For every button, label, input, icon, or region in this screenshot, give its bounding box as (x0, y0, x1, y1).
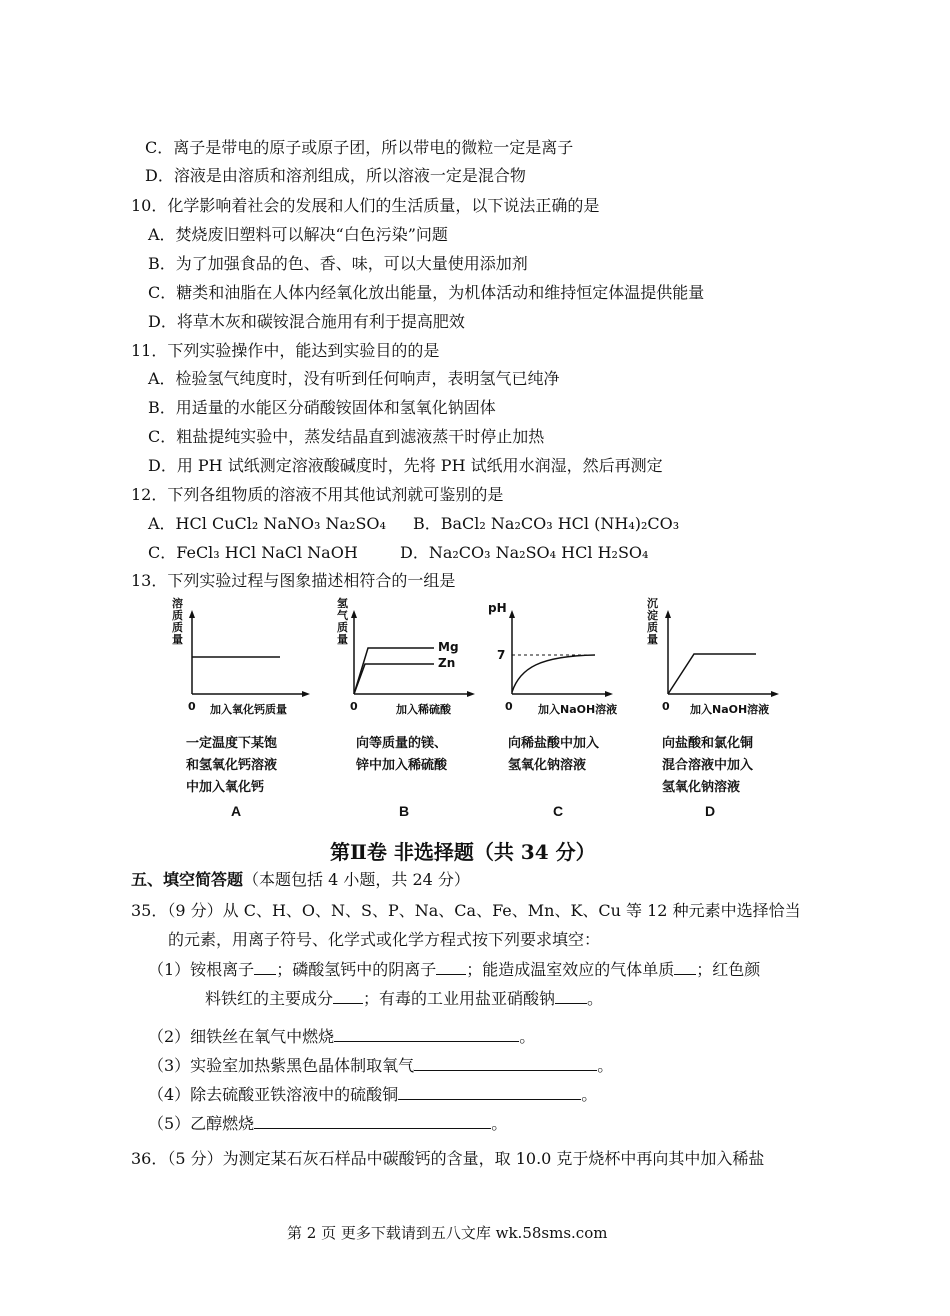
graph-b-letter: B (399, 803, 410, 819)
graph-d-ylabel: 沉淀质量 (647, 597, 658, 646)
graph-d-caption-1: 向盐酸和氯化铜 (662, 736, 754, 751)
graph-c-origin: 0 (505, 700, 513, 713)
q35-p3-end: 。 (597, 1056, 614, 1075)
q35-p1e: 料铁红的主要成分 (205, 989, 334, 1008)
graph-b-curve-zn (354, 664, 434, 694)
graph-c-curve (512, 655, 595, 692)
graph-b-ylabel: 氢气质量 (337, 597, 348, 646)
q10-option-b: B．为了加强食品的色、香、味，可以大量使用添加剂 (148, 254, 528, 273)
graph-d-letter: D (705, 803, 716, 819)
q35-part4 (148, 1085, 597, 1105)
graph-d-origin: 0 (662, 700, 670, 713)
graph-d-xlabel: 加入NaOH溶液 (690, 703, 770, 716)
blank-greenhouse-gas[interactable] (674, 960, 696, 975)
graph-a-letter: A (231, 803, 242, 819)
graph-d-y-arrow (665, 610, 671, 618)
graph-b-label-mg: Mg (438, 640, 459, 654)
q35-part1-row1 (148, 960, 760, 980)
q35-p1f: ；有毒的工业用盐亚硝酸钠 (363, 989, 556, 1008)
q10-option-c: C．糖类和油脂在人体内经氧化放出能量，为机体活动和维持恒定体温提供能量 (148, 283, 705, 302)
graph-a-ylabel: 溶质质量 (172, 597, 183, 646)
graph-b-caption-1: 向等质量的镁、 (356, 736, 448, 751)
q35-part2 (148, 1027, 535, 1047)
graph-c-xlabel: 加入NaOH溶液 (538, 703, 618, 716)
q35-p4: （4）除去硫酸亚铁溶液中的硫酸铜 (148, 1085, 399, 1104)
q35-p1c: ；能造成温室效应的气体单质 (466, 960, 675, 979)
q35-line-1: 35．（9 分）从 C、H、O、N、S、P、Na、Ca、Fe、Mn、K、Cu 等 12 种元素中选择恰当 (131, 901, 801, 920)
graph-b-label-zn: Zn (438, 656, 456, 670)
graph-a-x-arrow (302, 691, 310, 697)
graph-d-curve (668, 654, 756, 694)
q9-option-c: C．离子是带电的原子或原子团，所以带电的微粒一定是离子 (145, 138, 574, 157)
graph-b-y-arrow (351, 610, 357, 618)
q10-option-d: D．将草木灰和碳铵混合施用有利于提高肥效 (148, 312, 465, 331)
q35-p2: （2）细铁丝在氧气中燃烧 (148, 1027, 335, 1046)
graph-c-tick-7: 7 (497, 648, 506, 662)
graph-c-plot (500, 610, 615, 700)
q11-option-d: D．用 PH 试纸测定溶液酸碱度时，先将 PH 试纸用水润湿，然后再测定 (148, 456, 663, 475)
graph-a-caption-3: 中加入氧化钙 (186, 780, 265, 795)
section-heading (131, 870, 470, 890)
blank-iron-red[interactable] (333, 989, 363, 1004)
q10-option-a: A．焚烧废旧塑料可以解决“白色污染”问题 (148, 225, 448, 244)
q35-p1g: 。 (587, 989, 604, 1008)
q12-option-c: C．FeCl₃ HCl NaCl NaOH (148, 543, 358, 562)
q35-p4-end: 。 (581, 1085, 598, 1104)
graph-d-caption-3: 氢氧化钠溶液 (662, 780, 741, 795)
q11-option-b: B．用适量的水能区分硝酸铵固体和氢氧化钠固体 (148, 398, 496, 417)
graph-d-x-arrow (771, 691, 779, 697)
q10-stem: 10．化学影响着社会的发展和人们的生活质量，以下说法正确的是 (131, 196, 600, 215)
graph-d-caption-2: 混合溶液中加入 (662, 758, 754, 773)
q36-line-1: 36．（5 分）为测定某石灰石样品中碳酸钙的含量，取 10.0 克于烧杯中再向其中加入稀盐 (131, 1149, 765, 1168)
graph-a-caption-2: 和氢氧化钙溶液 (186, 758, 278, 773)
q35-p5: （5）乙醇燃烧 (148, 1114, 255, 1133)
q12-stem: 12．下列各组物质的溶液不用其他试剂就可鉴别的是 (131, 485, 504, 504)
graph-b-caption-2: 锌中加入稀硫酸 (356, 758, 448, 773)
q35-part5 (148, 1114, 507, 1134)
graph-c-letter: C (553, 803, 564, 819)
section-title: 五、填空简答题 (131, 870, 244, 889)
section-note: （本题包括 4 小题，共 24 分） (243, 870, 470, 889)
blank-ammonium-ion[interactable] (254, 960, 276, 975)
graph-a-y-arrow (189, 610, 195, 618)
q35-line-2: 的元素，用离子符号、化学式或化学方程式按下列要求填空： (168, 930, 601, 949)
graph-c-y-arrow (509, 610, 515, 618)
q12-option-b: B．BaCl₂ Na₂CO₃ HCl (NH₄)₂CO₃ (413, 514, 680, 533)
q11-stem: 11．下列实验操作中，能达到实验目的的是 (131, 341, 440, 360)
blank-iron-combustion[interactable] (334, 1027, 519, 1042)
q35-p5-end: 。 (491, 1114, 508, 1133)
graph-a-plot (180, 610, 310, 700)
graph-a-xlabel: 加入氧化钙质量 (210, 703, 287, 716)
graph-b-curve-mg (354, 648, 434, 694)
graph-b-x-arrow (467, 691, 475, 697)
graph-c-caption-2: 氢氧化钠溶液 (508, 758, 587, 773)
q35-p1a: （1）铵根离子 (148, 960, 255, 979)
blank-remove-copper-sulfate[interactable] (398, 1085, 581, 1100)
part2-title: 第Ⅱ卷 非选择题（共 34 分） (330, 840, 596, 864)
q35-p1b: ；磷酸氢钙中的阴离子 (276, 960, 437, 979)
blank-sodium-nitrite[interactable] (555, 989, 587, 1004)
q35-p2-end: 。 (519, 1027, 536, 1046)
q12-option-d: D．Na₂CO₃ Na₂SO₄ HCl H₂SO₄ (400, 543, 649, 562)
blank-ethanol-combustion[interactable] (254, 1114, 491, 1129)
graph-a-origin: 0 (188, 700, 196, 713)
graph-d-plot (656, 610, 781, 700)
q35-p1d: ；红色颜 (696, 960, 761, 979)
blank-oxygen-preparation[interactable] (414, 1056, 597, 1071)
graph-c-caption-1: 向稀盐酸中加入 (508, 736, 600, 751)
q11-option-a: A．检验氢气纯度时，没有听到任何响声，表明氢气已纯净 (148, 369, 560, 388)
blank-hydrogen-phosphate-ion[interactable] (436, 960, 466, 975)
q12-option-a: A．HCl CuCl₂ NaNO₃ Na₂SO₄ (148, 514, 386, 533)
q35-part3 (148, 1056, 613, 1076)
q9-option-d: D．溶液是由溶质和溶剂组成，所以溶液一定是混合物 (145, 166, 526, 185)
page-footer: 第 2 页 更多下载请到五八文库 wk.58sms.com (287, 1224, 608, 1242)
graph-b-plot (342, 610, 477, 700)
q35-part1-row2 (205, 989, 603, 1009)
graph-c-x-arrow (605, 691, 613, 697)
graph-b-xlabel: 加入稀硫酸 (396, 703, 451, 716)
q13-stem: 13．下列实验过程与图象描述相符合的一组是 (131, 571, 456, 590)
q11-option-c: C．粗盐提纯实验中，蒸发结晶直到滤液蒸干时停止加热 (148, 427, 545, 446)
q35-p3: （3）实验室加热紫黑色晶体制取氧气 (148, 1056, 415, 1075)
graph-a-caption-1: 一定温度下某饱 (186, 736, 278, 751)
graph-b-origin: 0 (350, 700, 358, 713)
graph-c-ylabel: pH (488, 601, 507, 615)
